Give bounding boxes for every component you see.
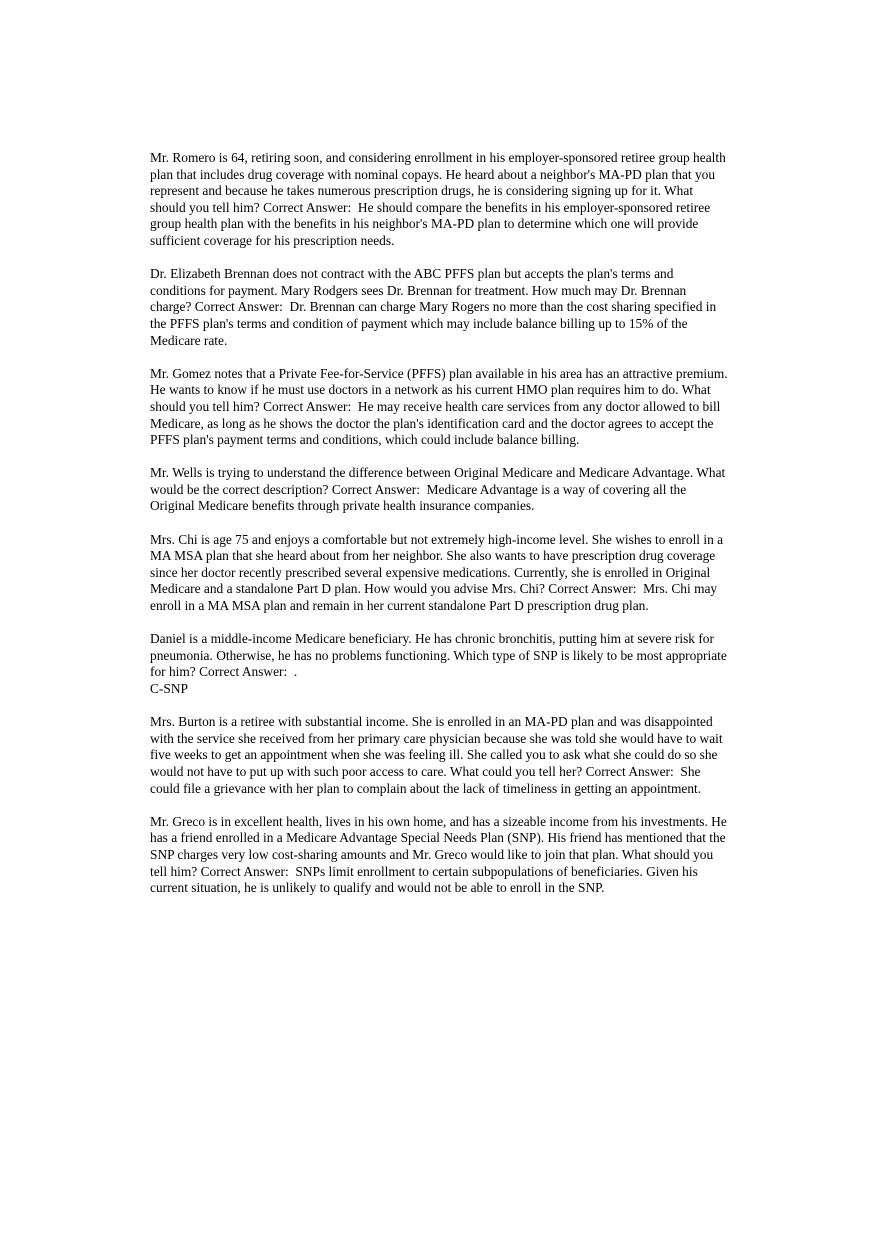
qa-paragraph-greco: Mr. Greco is in excellent health, lives in his own home, and has a sizeable income from his investments. He has a friend enrolled in a Medicare Advantage Special Needs Plan (SNP). His friend has mentioned that the SNP charges very low cost-sharing amounts and Mr. Greco would like to join that plan. What should you tell him? Correct Answer: SNPs limit enrollment to certain subpopulations of beneficiaries. Given his current situation, he is unlikely to qualify and would not be able to enroll in the SNP.	[150, 813, 731, 896]
qa-paragraph-chi: Mrs. Chi is age 75 and enjoys a comfortable but not extremely high-income level. She wishes to enroll in a MA MSA plan that she heard about from her neighbor. She also wants to have prescription drug coverage since her doctor recently prescribed several expensive medications. Currently, she is enrolled in Original Medicare and a standalone Part D plan. How would you advise Mrs. Chi? Correct Answer: Mrs. Chi may enroll in a MA MSA plan and remain in her current standalone Part D prescription drug plan.	[150, 531, 727, 614]
qa-paragraph-daniel: Daniel is a middle-income Medicare beneficiary. He has chronic bronchitis, putting him at severe risk for pneumonia. Otherwise, he has no problems functioning. Which type of SNP is likely to be most appropriate for him? Correct Answer: . C-SNP	[150, 631, 727, 696]
document-page	[150, 150, 731, 913]
qa-paragraph-wells: Mr. Wells is trying to understand the difference between Original Medicare and Medicare Advantage. What would be the correct description? Correct Answer: Medicare Advantage is a way of covering all the Original Medicare benefits through private health insurance companies.	[150, 465, 729, 514]
qa-paragraph-gomez: Mr. Gomez notes that a Private Fee-for-Service (PFFS) plan available in his area has an attractive premium. He wants to know if he must use doctors in a network as his current HMO plan requires him to do. What should you tell him? Correct Answer: He may receive health care services from any doctor allowed to bill Medicare, as long as he shows the doctor the plan's identification card and the doctor agrees to accept the PFFS plan's payment terms and conditions, which could include balance billing.	[150, 365, 731, 448]
qa-paragraph-romero: Mr. Romero is 64, retiring soon, and considering enrollment in his employer-sponsored retiree group health plan that includes drug coverage with nominal copays. He heard about a neighbor's MA-PD plan that you represent and because he takes numerous prescription drugs, he is considering signing up for it. What should you tell him? Correct Answer: He should compare the benefits in his employer-sponsored retiree group health plan with the benefits in his neighbor's MA-PD plan to determine which one will provide sufficient coverage for his prescription needs.	[150, 150, 730, 248]
qa-paragraph-burton: Mrs. Burton is a retiree with substantial income. She is enrolled in an MA-PD plan and was disappointed with the service she received from her primary care physician because she was told she would have to wait five weeks to get an appointment when she was feeling ill. She called you to ask what she could do so she would not have to put up with such poor access to care. What could you tell her? Correct Answer: She could file a grievance with her plan to complain about the lack of timeliness in getting an appointment.	[150, 714, 726, 796]
qa-paragraph-brennan: Dr. Elizabeth Brennan does not contract with the ABC PFFS plan but accepts the plan's terms and conditions for payment. Mary Rodgers sees Dr. Brennan for treatment. How much may Dr. Brennan charge? Correct Answer: Dr. Brennan can charge Mary Rogers no more than the cost sharing specified in the PFFS plan's terms and condition of payment which may include balance billing up to 15% of the Medicare rate.	[150, 266, 720, 348]
